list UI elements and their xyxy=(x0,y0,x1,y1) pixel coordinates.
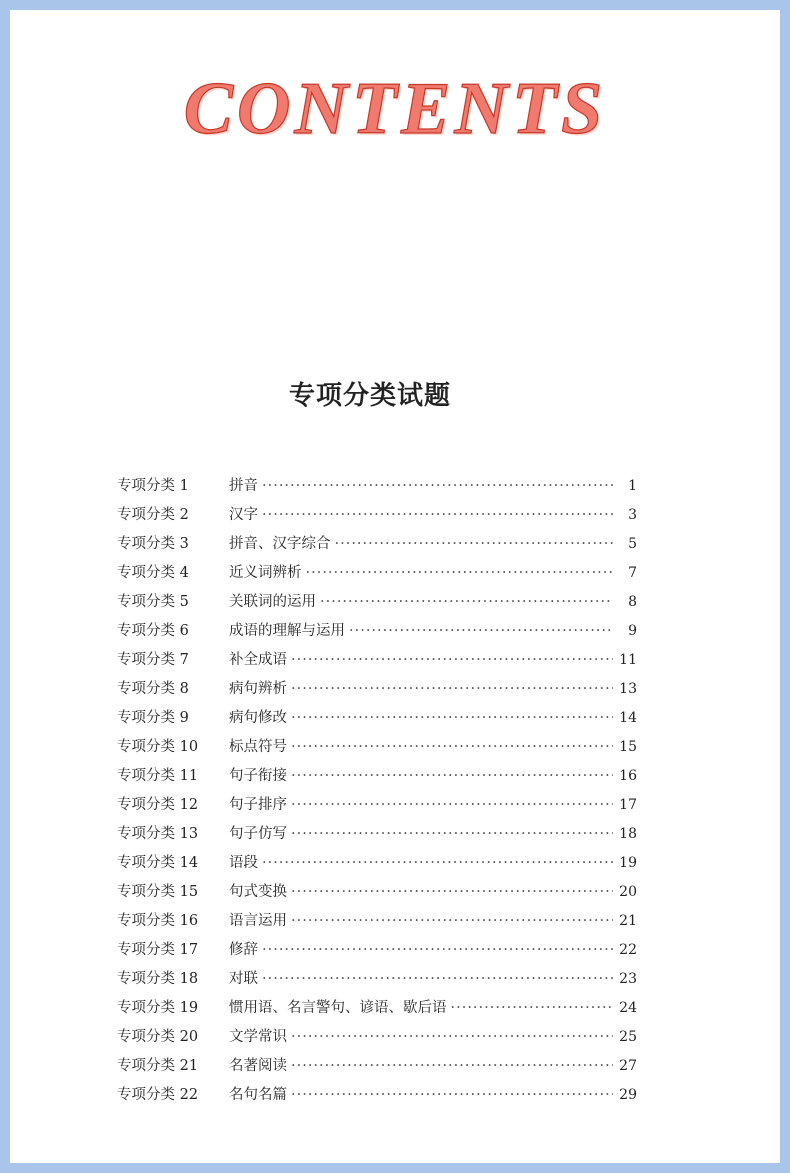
toc-category: 专项分类 4 xyxy=(117,565,189,581)
toc-page-number: 13 xyxy=(619,681,637,697)
dot-leader xyxy=(291,1058,613,1074)
toc-title: 补全成语 xyxy=(229,652,287,668)
toc-entry[interactable] xyxy=(117,851,637,880)
toc-entry[interactable] xyxy=(117,880,637,909)
toc-title: 对联 xyxy=(229,971,258,987)
document-page xyxy=(10,10,780,1163)
toc-title: 汉字 xyxy=(229,507,258,523)
toc-entry[interactable] xyxy=(117,648,637,677)
toc-title: 句子排序 xyxy=(229,797,287,813)
toc-entry[interactable] xyxy=(117,1025,637,1054)
toc-page-number: 19 xyxy=(619,855,637,871)
toc-title: 句子衔接 xyxy=(229,768,287,784)
toc-page-number: 20 xyxy=(619,884,637,900)
toc-category: 专项分类 20 xyxy=(117,1029,199,1045)
toc-page-number: 23 xyxy=(619,971,637,987)
toc-page-number: 7 xyxy=(628,565,637,581)
toc-page-number: 27 xyxy=(619,1058,637,1074)
toc-category: 专项分类 6 xyxy=(117,623,189,639)
toc-entry[interactable] xyxy=(117,474,637,503)
toc-page-number: 8 xyxy=(628,594,637,610)
toc-page-number: 17 xyxy=(619,797,637,813)
dot-leader xyxy=(306,565,614,581)
toc-category: 专项分类 22 xyxy=(117,1087,199,1103)
toc-page-number: 1 xyxy=(628,478,637,494)
toc-title: 名著阅读 xyxy=(229,1058,287,1074)
dot-leader xyxy=(291,681,613,697)
toc-title: 近义词辨析 xyxy=(229,565,302,581)
toc-entry[interactable] xyxy=(117,619,637,648)
section-title: 专项分类试题 xyxy=(288,381,451,411)
toc-title: 语言运用 xyxy=(229,913,287,929)
toc-title: 病句辨析 xyxy=(229,681,287,697)
toc-entry[interactable] xyxy=(117,677,637,706)
dot-leader xyxy=(291,739,613,755)
dot-leader xyxy=(291,826,613,842)
dot-leader xyxy=(291,797,613,813)
dot-leader xyxy=(349,623,613,639)
dot-leader xyxy=(262,507,613,523)
dot-leader xyxy=(291,913,613,929)
dot-leader xyxy=(291,1029,613,1045)
toc-page-number: 15 xyxy=(619,739,637,755)
toc-category: 专项分类 8 xyxy=(117,681,189,697)
toc-entry[interactable] xyxy=(117,706,637,735)
toc-entry[interactable] xyxy=(117,1054,637,1083)
toc-title: 名句名篇 xyxy=(229,1087,287,1103)
toc-category: 专项分类 1 xyxy=(117,478,189,494)
toc-category: 专项分类 11 xyxy=(117,768,199,784)
dot-leader xyxy=(262,478,613,494)
toc-category: 专项分类 3 xyxy=(117,536,189,552)
toc-title: 标点符号 xyxy=(229,739,287,755)
toc-category: 专项分类 17 xyxy=(117,942,199,958)
dot-leader xyxy=(291,884,613,900)
dot-leader xyxy=(262,971,613,987)
table-of-contents xyxy=(117,474,637,1112)
toc-category: 专项分类 5 xyxy=(117,594,189,610)
toc-entry[interactable] xyxy=(117,822,637,851)
toc-page-number: 25 xyxy=(619,1029,637,1045)
toc-entry[interactable] xyxy=(117,590,637,619)
toc-page-number: 9 xyxy=(628,623,637,639)
toc-category: 专项分类 7 xyxy=(117,652,189,668)
toc-category: 专项分类 18 xyxy=(117,971,199,987)
toc-title: 病句修改 xyxy=(229,710,287,726)
toc-category: 专项分类 13 xyxy=(117,826,199,842)
toc-category: 专项分类 14 xyxy=(117,855,199,871)
toc-page-number: 29 xyxy=(619,1087,637,1103)
toc-page-number: 18 xyxy=(619,826,637,842)
dot-leader xyxy=(335,536,614,552)
toc-title: 成语的理解与运用 xyxy=(229,623,345,639)
toc-title: 文学常识 xyxy=(229,1029,287,1045)
toc-page-number: 5 xyxy=(628,536,637,552)
toc-page-number: 22 xyxy=(619,942,637,958)
toc-title: 拼音、汉字综合 xyxy=(229,536,331,552)
toc-entry[interactable] xyxy=(117,938,637,967)
dot-leader xyxy=(262,942,613,958)
toc-entry[interactable] xyxy=(117,532,637,561)
toc-title: 句式变换 xyxy=(229,884,287,900)
toc-title: 惯用语、名言警句、谚语、歇后语 xyxy=(229,1000,447,1016)
toc-page-number: 16 xyxy=(619,768,637,784)
toc-title: 句子仿写 xyxy=(229,826,287,842)
toc-category: 专项分类 10 xyxy=(117,739,199,755)
toc-entry[interactable] xyxy=(117,735,637,764)
toc-entry[interactable] xyxy=(117,793,637,822)
dot-leader xyxy=(291,710,613,726)
toc-entry[interactable] xyxy=(117,561,637,590)
toc-category: 专项分类 19 xyxy=(117,1000,199,1016)
toc-title: 关联词的运用 xyxy=(229,594,316,610)
toc-title: 修辞 xyxy=(229,942,258,958)
toc-page-number: 14 xyxy=(619,710,637,726)
toc-category: 专项分类 2 xyxy=(117,507,189,523)
dot-leader xyxy=(291,652,613,668)
dot-leader xyxy=(262,855,613,871)
toc-page-number: 3 xyxy=(628,507,637,523)
toc-category: 专项分类 16 xyxy=(117,913,199,929)
toc-title: 语段 xyxy=(229,855,258,871)
toc-entry[interactable] xyxy=(117,503,637,532)
dot-leader xyxy=(451,1000,614,1016)
toc-category: 专项分类 15 xyxy=(117,884,199,900)
dot-leader xyxy=(291,768,613,784)
toc-category: 专项分类 21 xyxy=(117,1058,199,1074)
toc-category: 专项分类 12 xyxy=(117,797,199,813)
toc-category: 专项分类 9 xyxy=(117,710,189,726)
contents-heading: CONTENTS xyxy=(183,68,607,150)
toc-page-number: 24 xyxy=(619,1000,637,1016)
toc-page-number: 11 xyxy=(619,652,637,668)
toc-entry[interactable] xyxy=(117,1083,637,1112)
toc-entry[interactable] xyxy=(117,764,637,793)
toc-page-number: 21 xyxy=(619,913,637,929)
toc-entry[interactable] xyxy=(117,967,637,996)
toc-title: 拼音 xyxy=(229,478,258,494)
dot-leader xyxy=(291,1087,613,1103)
toc-entry[interactable] xyxy=(117,909,637,938)
toc-entry[interactable] xyxy=(117,996,637,1025)
dot-leader xyxy=(320,594,613,610)
